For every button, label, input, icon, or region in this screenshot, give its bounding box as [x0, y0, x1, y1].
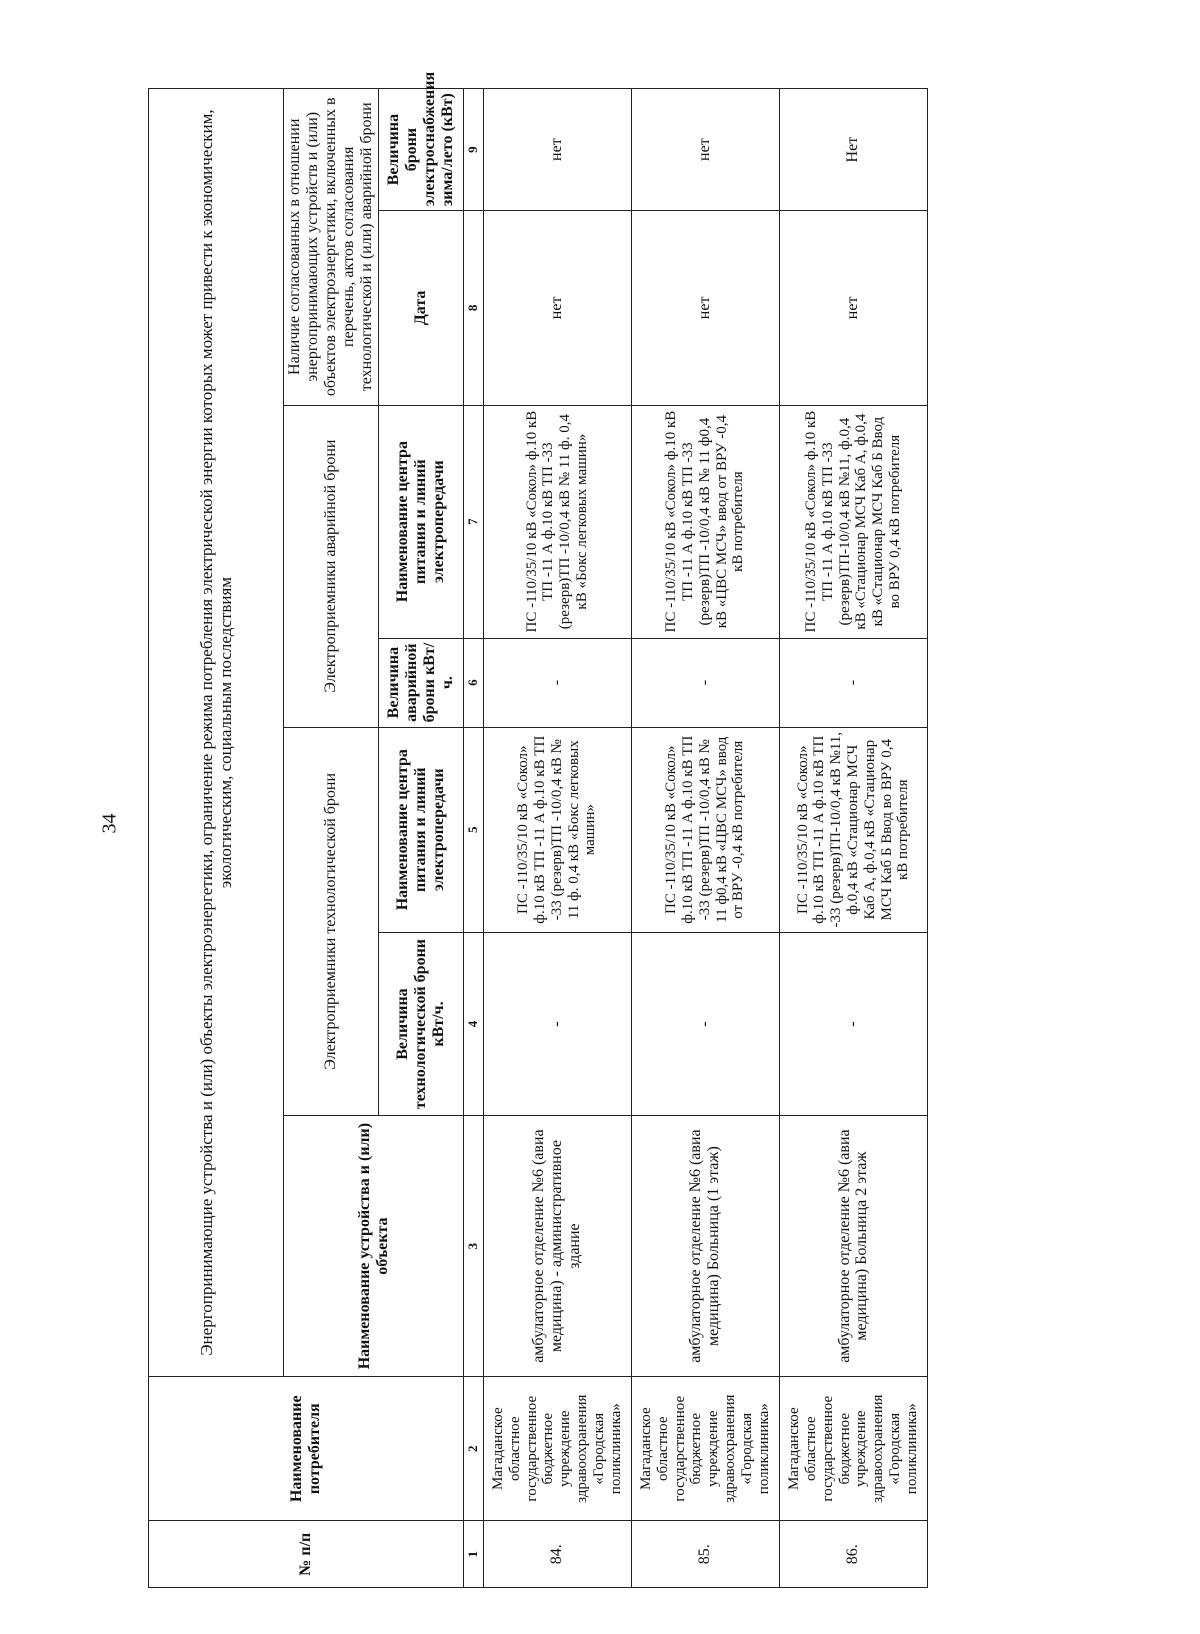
column-number: 2	[464, 1377, 484, 1521]
reservation-table	[148, 71, 928, 1588]
column-number: 4	[464, 932, 484, 1115]
row-num: 84.	[483, 1521, 631, 1588]
row-reserve: нет	[483, 89, 631, 211]
column-number-row	[464, 89, 484, 1588]
column-number: 3	[464, 1116, 484, 1377]
header-object: Наименование устройства и (или) объекта	[284, 1116, 464, 1377]
rotated-page	[148, 71, 928, 1588]
table-row	[779, 89, 927, 1588]
header-group-title: Энергопринимающие устройства и (или) объекты электроэнергетики, ограничение режима потребления электрической энергии которых может привести к экономическим, экологическим, социальным последствиям	[149, 89, 284, 1377]
header-tech-name: Наименование центра питания и линий электропередачи	[379, 727, 464, 932]
row-avar-value: -	[483, 638, 631, 727]
row-num: 85.	[631, 1521, 779, 1588]
header-avar-group: Электроприемники аварийной брони	[284, 405, 379, 727]
row-tech-value: -	[483, 932, 631, 1115]
header-tech-group: Электроприемники технологической брони	[284, 727, 379, 1116]
row-tech-name: ПС -110/35/10 кВ «Сокол» ф.10 кВ ТП -11 А ф.10 кВ ТП -33 (резерв)ТП -10/0,4 кВ № 11 ф0,4 кВ «ЦВС МСЧ» ввод от ВРУ -0,4 кВ потребителя	[631, 727, 779, 932]
column-number: 8	[464, 211, 484, 405]
page-number: 34	[98, 813, 121, 834]
column-number: 9	[464, 89, 484, 211]
row-avar-name: ПС -110/35/10 кВ «Сокол» ф.10 кВ ТП -11 А ф.10 кВ ТП -33 (резерв)ТП-10/0,4 кВ №11, ф.0,4 кВ «Стационар МСЧ Каб А, ф.0,4 кВ «Стационар МСЧ Каб Б Ввод во ВРУ 0,4 кВ потребителя	[779, 405, 927, 638]
row-consumer: Магаданское областное государственное бюджетное учреждение здравоохранения «Городская поликлиника»	[483, 1377, 631, 1521]
table-row	[631, 89, 779, 1588]
header-avar-name: Наименование центра питания и линий электропередачи	[379, 405, 464, 638]
row-num: 86.	[779, 1521, 927, 1588]
column-number: 6	[464, 638, 484, 727]
header-row-2	[284, 89, 379, 1588]
column-number: 5	[464, 727, 484, 932]
column-number: 1	[464, 1521, 484, 1588]
row-object: амбулаторное отделение №6 (авиа медицина) - административное здание	[483, 1116, 631, 1377]
row-date: нет	[779, 211, 927, 405]
row-reserve: нет	[631, 89, 779, 211]
row-avar-name: ПС -110/35/10 кВ «Сокол» ф.10 кВ ТП -11 А ф.10 кВ ТП -33 (резерв)ТП -10/0,4 кВ № 11 ф0,4 кВ «ЦВС МСЧ» ввод от ВРУ -0,4 кВ потребителя	[631, 405, 779, 638]
row-date: нет	[631, 211, 779, 405]
row-tech-name: ПС -110/35/10 кВ «Сокол» ф.10 кВ ТП -11 А ф.10 кВ ТП -33 (резерв)ТП -10/0,4 кВ № 11 ф. 0,4 кВ «Бокс легковых машин»	[483, 727, 631, 932]
row-date: нет	[483, 211, 631, 405]
row-avar-value: -	[779, 638, 927, 727]
header-agree-value: Величина брони электроснабжения зима/лето (кВт)	[379, 89, 464, 211]
row-object: амбулаторное отделение №6 (авиа медицина) Больница (1 этаж)	[631, 1116, 779, 1377]
table-row	[483, 89, 631, 1588]
row-avar-name: ПС -110/35/10 кВ «Сокол» ф.10 кВ ТП -11 А ф.10 кВ ТП -33 (резерв)ТП -10/0,4 кВ № 11 ф. 0,4 кВ «Бокс легковых машин»	[483, 405, 631, 638]
row-tech-value: -	[779, 932, 927, 1115]
header-tech-value: Величина технологической брони кВт/ч.	[379, 932, 464, 1115]
row-avar-value: -	[631, 638, 779, 727]
header-avar-value: Величина аварийной брони кВт/ч.	[379, 638, 464, 727]
header-agree-date: Дата	[379, 211, 464, 405]
column-number: 7	[464, 405, 484, 638]
row-consumer: Магаданское областное государственное бюджетное учреждение здравоохранения «Городская поликлиника»	[631, 1377, 779, 1521]
header-agree-group: Наличие согласованных в отношении энергопринимающих устройств и (или) объектов электроэнергетики, включенных в перечень, актов согласования технологической и (или) аварийной брони	[284, 89, 379, 406]
header-row-1	[149, 89, 284, 1588]
header-num: № п/п	[149, 1521, 464, 1588]
row-reserve: Нет	[779, 89, 927, 211]
row-consumer: Магаданское областное государственное бюджетное учреждение здравоохранения «Городская поликлиника»	[779, 1377, 927, 1521]
header-consumer: Наименование потребителя	[149, 1377, 464, 1521]
row-tech-name: ПС -110/35/10 кВ «Сокол» ф.10 кВ ТП -11 А ф.10 кВ ТП -33 (резерв)ТП-10/0,4 кВ №11, ф.0,4 кВ «Стационар МСЧ Каб А, ф.0,4 кВ «Стационар МСЧ Каб Б Ввод во ВРУ 0,4 кВ потребителя	[779, 727, 927, 932]
row-tech-value: -	[631, 932, 779, 1115]
row-object: амбулаторное отделение №6 (авиа медицина) Больница 2 этаж	[779, 1116, 927, 1377]
